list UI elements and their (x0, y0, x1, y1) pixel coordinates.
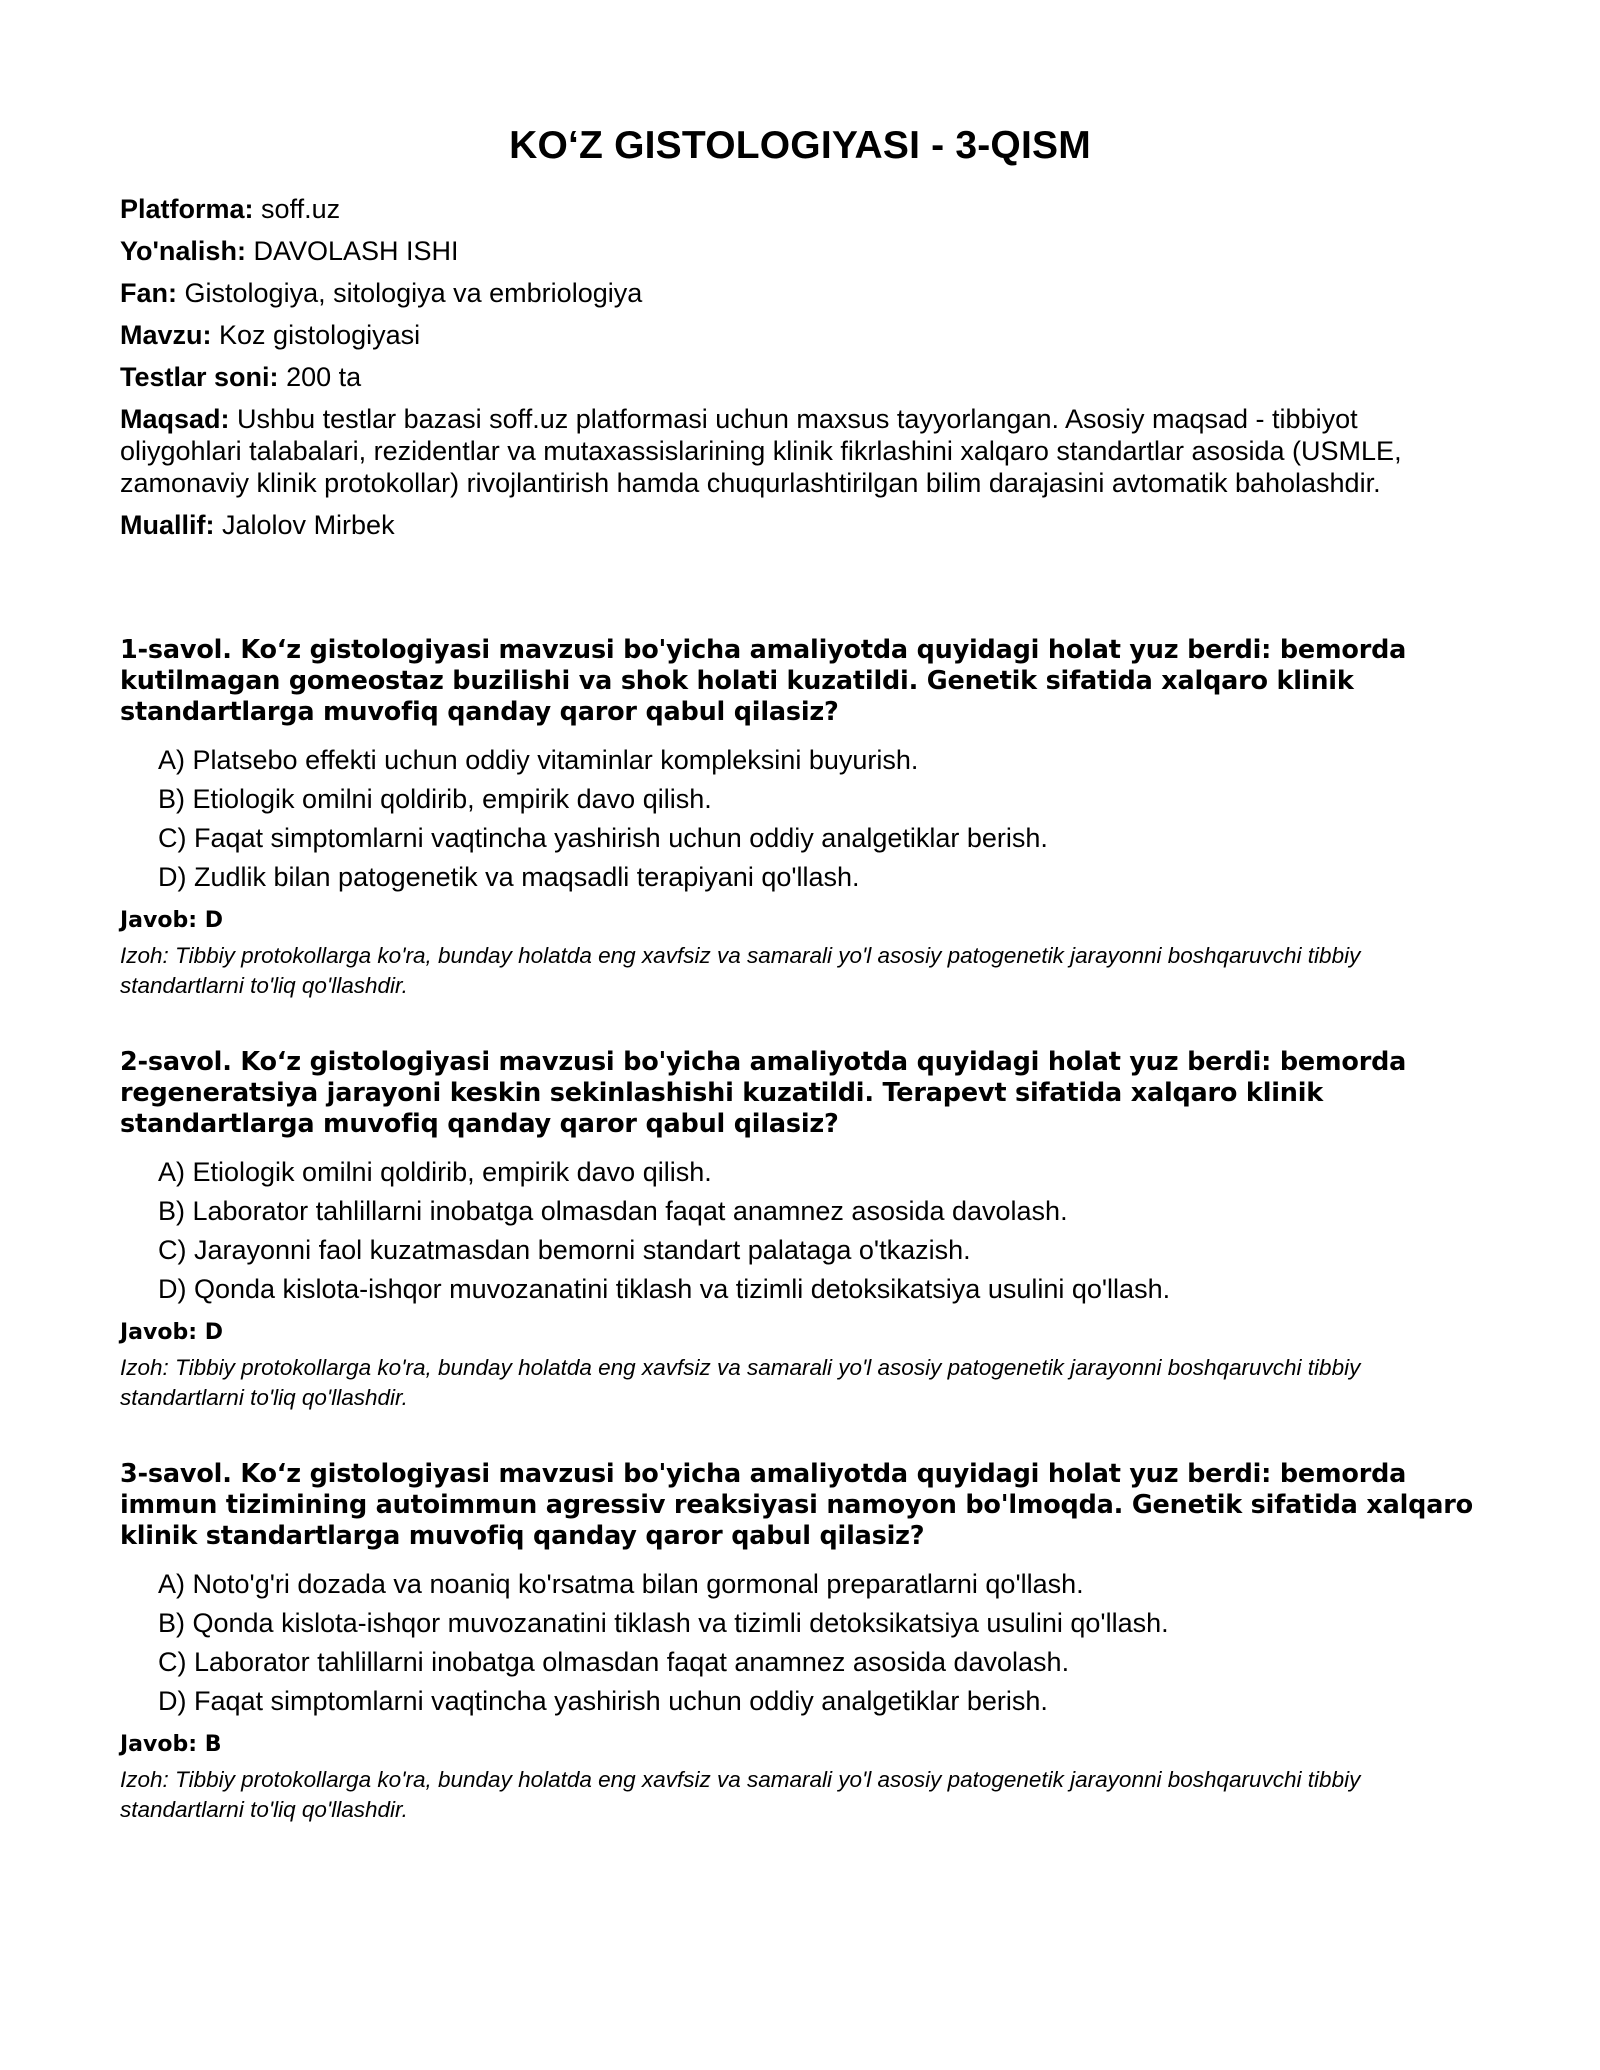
meta-direction (120, 235, 1480, 267)
option-a: A) Etiologik omilni qoldirib, empirik davo qilish. (158, 1157, 712, 1187)
meta-label: Platforma: (120, 194, 254, 224)
option-a: A) Noto'g'ri dozada va noaniq ko'rsatma bilan gormonal preparatlarni qo'llash. (158, 1569, 1084, 1599)
meta-label: Testlar soni: (120, 362, 279, 392)
option-d: D) Qonda kislota-ishqor muvozanatini tiklash va tizimli detoksikatsiya usulini qo'llash. (158, 1274, 1171, 1304)
explanation-note: Izoh: Tibbiy protokollarga ko'ra, bunday holatda eng xavfsiz va samarali yo'l asosiy patogenetik jarayonni boshqaruvchi tibbiy standartlarni to'liq qo'llashdir. (120, 943, 1361, 998)
meta-subject (120, 277, 1480, 309)
meta-label: Fan: (120, 278, 177, 308)
question-text: 3-savol. Ko‘z gistologiyasi mavzusi bo'yicha amaliyotda quyidagi holat yuz berdi: bemorda immun tizimining autoimmun agressiv reaksiyasi namoyon bo'lmoqda. Genetik sifatida xalqaro klinik standartlarga muvofiq qanday qaror qabul qilasiz? (120, 1459, 1473, 1551)
question-text: 1-savol. Ko‘z gistologiyasi mavzusi bo'yicha amaliyotda quyidagi holat yuz berdi: bemorda kutilmagan gomeostaz buzilishi va shok holati kuzatildi. Genetik sifatida xalqaro klinik standartlarga muvofiq qanday qaror qabul qilasiz? (120, 635, 1407, 727)
meta-test-count (120, 361, 1480, 393)
explanation-note: Izoh: Tibbiy protokollarga ko'ra, bunday holatda eng xavfsiz va samarali yo'l asosiy patogenetik jarayonni boshqaruvchi tibbiy standartlarni to'liq qo'llashdir. (120, 1767, 1361, 1822)
meta-platform (120, 193, 1480, 225)
meta-value: soff.uz (261, 194, 341, 224)
meta-author (120, 509, 1480, 541)
correct-answer: Javob: D (120, 908, 223, 933)
meta-value: DAVOLASH ISHI (253, 236, 459, 266)
option-c: C) Jarayonni faol kuzatmasdan bemorni standart palataga o'tkazish. (158, 1235, 971, 1265)
option-c: C) Faqat simptomlarni vaqtincha yashirish uchun oddiy analgetiklar berish. (158, 823, 1048, 853)
question-3 (120, 1459, 1480, 1825)
correct-answer: Javob: B (120, 1732, 222, 1757)
meta-value: Koz gistologiyasi (219, 320, 421, 350)
option-c: C) Laborator tahlillarni inobatga olmasdan faqat anamnez asosida davolash. (158, 1647, 1070, 1677)
answer-options (120, 1568, 1480, 1717)
option-a: A) Platsebo effekti uchun oddiy vitaminlar kompleksini buyurish. (158, 745, 919, 775)
meta-label: Muallif: (120, 510, 215, 540)
meta-label: Yo'nalish: (120, 236, 246, 266)
meta-label: Mavzu: (120, 320, 212, 350)
answer-options (120, 744, 1480, 893)
option-b: B) Etiologik omilni qoldirib, empirik davo qilish. (158, 784, 712, 814)
option-b: B) Qonda kislota-ishqor muvozanatini tiklash va tizimli detoksikatsiya usulini qo'llash. (158, 1608, 1169, 1638)
meta-value: Gistologiya, sitologiya va embriologiya (184, 278, 643, 308)
meta-value: Jalolov Mirbek (222, 510, 395, 540)
answer-options (120, 1156, 1480, 1305)
meta-value: Ushbu testlar bazasi soff.uz platformasi uchun maxsus tayyorlangan. Asosiy maqsad - tibbiyot oliygohlari talabalari, rezidentlar va mutaxassislarining klinik fikrlashini xalqaro standartlar asosida (USMLE, zamonaviy klinik protokollar) rivojlantirish hamda chuqurlashtirilgan bilim darajasini avtomatik baholashdir. (120, 404, 1402, 498)
option-d: D) Zudlik bilan patogenetik va maqsadli terapiyani qo'llash. (158, 862, 860, 892)
explanation-note: Izoh: Tibbiy protokollarga ko'ra, bunday holatda eng xavfsiz va samarali yo'l asosiy patogenetik jarayonni boshqaruvchi tibbiy standartlarni to'liq qo'llashdir. (120, 1355, 1361, 1410)
document-page (120, 0, 1480, 1871)
document-title: KO‘Z GISTOLOGIYASI - 3-QISM (509, 124, 1091, 167)
meta-topic (120, 319, 1480, 351)
metadata-section (120, 193, 1480, 541)
meta-label: Maqsad: (120, 404, 230, 434)
correct-answer: Javob: D (120, 1320, 223, 1345)
question-2 (120, 1047, 1480, 1413)
option-d: D) Faqat simptomlarni vaqtincha yashirish uchun oddiy analgetiklar berish. (158, 1686, 1048, 1716)
meta-purpose (120, 403, 1480, 499)
questions-list (120, 635, 1480, 1825)
question-1 (120, 635, 1480, 1001)
option-b: B) Laborator tahlillarni inobatga olmasdan faqat anamnez asosida davolash. (158, 1196, 1068, 1226)
meta-value: 200 ta (286, 362, 362, 392)
question-text: 2-savol. Ko‘z gistologiyasi mavzusi bo'yicha amaliyotda quyidagi holat yuz berdi: bemorda regeneratsiya jarayoni keskin sekinlashishi kuzatildi. Terapevt sifatida xalqaro klinik standartlarga muvofiq qanday qaror qabul qilasiz? (120, 1047, 1407, 1139)
